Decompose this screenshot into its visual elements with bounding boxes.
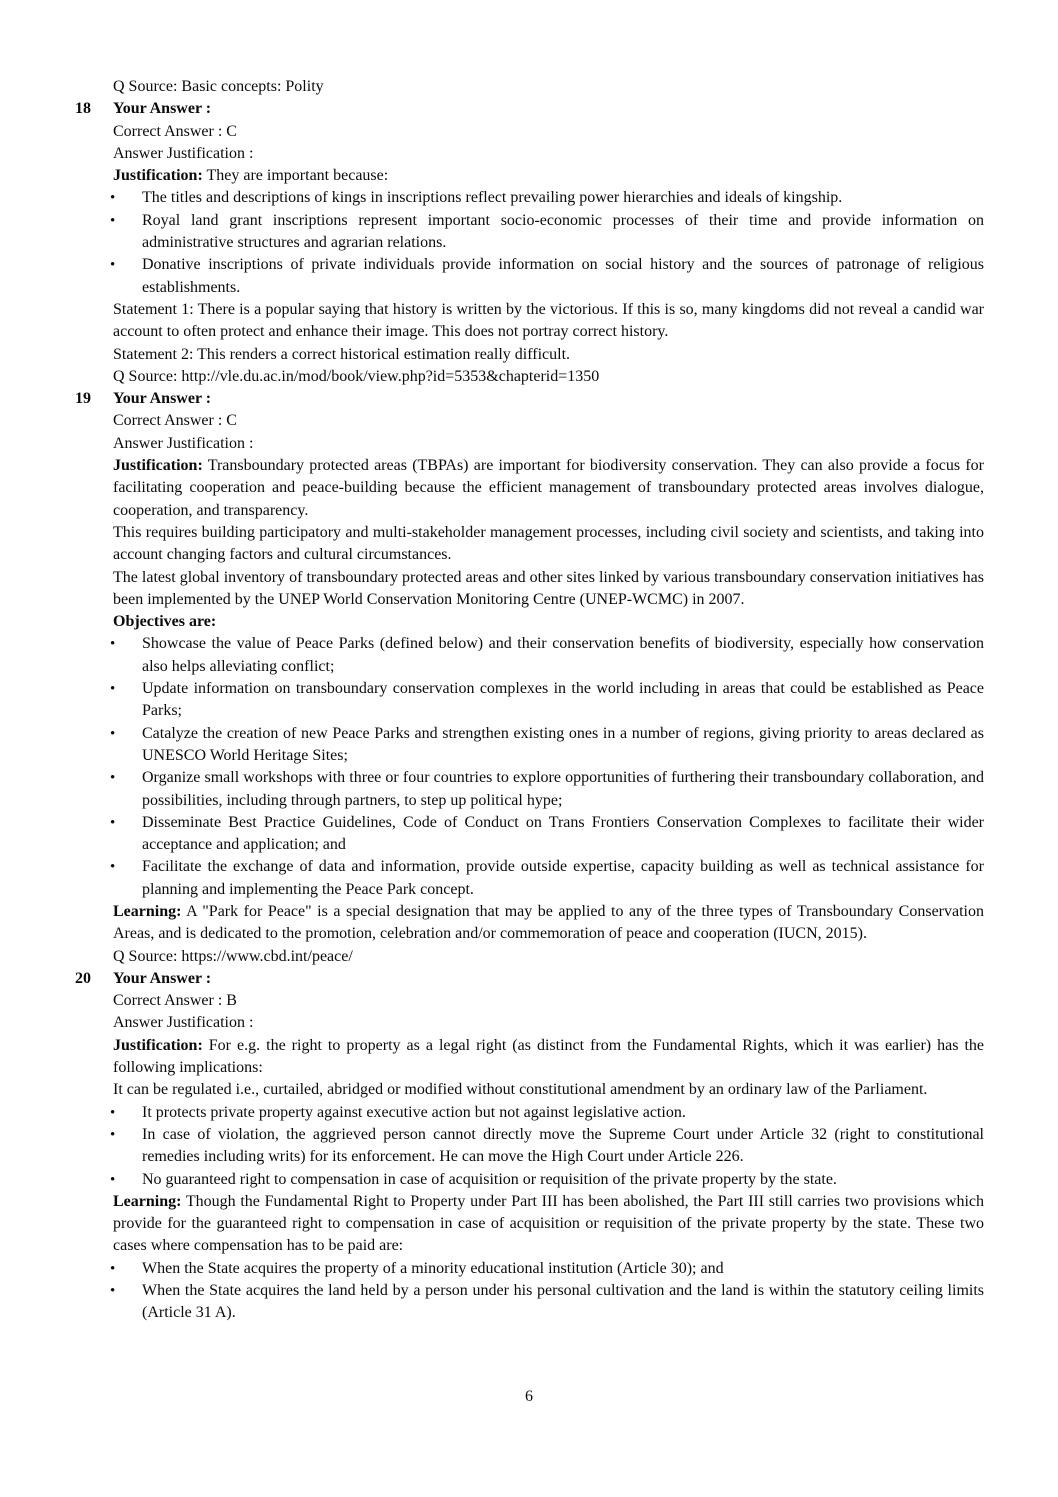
bullet-icon: •	[110, 257, 116, 274]
paragraph-text: Statement 2: This renders a correct historical estimation really difficult.	[113, 345, 571, 363]
paragraph-text: It can be regulated i.e., curtailed, abridged or modified without constitutional amendment by an ordinary law of the Parliament.	[113, 1081, 928, 1099]
bold-lead: Your Answer :	[113, 100, 212, 118]
bullet-icon: •	[110, 770, 116, 787]
paragraph-text: Answer Justification :	[113, 144, 254, 162]
paragraph-text: Facilitate the exchange of data and information, provide outside expertise, capacity building as well as technical assistance for planning and implementing the Peace Park concept.	[142, 858, 984, 898]
paragraph	[75, 299, 984, 344]
paragraph	[75, 76, 984, 98]
bullet-item	[75, 1280, 984, 1325]
bold-lead: Justification:	[113, 1036, 203, 1054]
bullet-item	[75, 210, 984, 255]
question-number: 19	[75, 390, 91, 408]
bullet-item	[75, 254, 984, 299]
paragraph	[75, 165, 984, 187]
paragraph	[75, 567, 984, 612]
paragraph-text: Q Source: Basic concepts: Polity	[113, 78, 324, 95]
bold-lead: Objectives are:	[113, 613, 217, 631]
paragraph	[75, 366, 984, 388]
paragraph-text	[113, 98, 984, 120]
paragraph-text: Correct Answer : C	[113, 122, 237, 140]
bullet-item	[75, 812, 984, 857]
paragraph-text: This requires building participatory and multi-stakeholder management processes, including civil society and scientists, and taking into account changing factors and cultural circumstances.	[113, 523, 984, 564]
paragraph	[75, 455, 984, 522]
paragraph	[75, 121, 984, 143]
question-number: 18	[75, 100, 91, 118]
bullet-item	[75, 1102, 984, 1124]
paragraph-text: No guaranteed right to compensation in case of acquisition or requisition of the private property by the state.	[142, 1170, 837, 1188]
bullet-item	[75, 678, 984, 723]
answer-heading-row	[75, 968, 984, 990]
bullet-item	[75, 1258, 984, 1280]
answer-heading-row	[75, 98, 984, 120]
paragraph-text: Learning: A "Park for Peace" is a special designation that may be applied to any of the three types of Transboundary Conservation Areas, and is dedicated to the promotion, celebration and/or commemoration of peace and cooperation (IUCN, 2015).	[113, 902, 984, 943]
paragraph	[75, 1191, 984, 1258]
paragraph-text: Catalyze the creation of new Peace Parks and strengthen existing ones in a number of regions, giving priority to areas declared as UNESCO World Heritage Sites;	[142, 724, 984, 764]
bold-lead: Your Answer :	[113, 969, 212, 987]
paragraph-text: The latest global inventory of transboundary protected areas and other sites linked by various transboundary conservation initiatives has been implemented by the UNEP World Conservation Monitoring Centre (UNEP-WCMC) in 2007.	[113, 568, 984, 608]
paragraph-text: Justification: They are important because:	[113, 167, 389, 185]
paragraph-text: Justification: Transboundary protected areas (TBPAs) are important for biodiversity conservation. They can also provide a focus for facilitating cooperation and peace-building because the efficient management of transboundary protected areas involves dialogue, cooperation, and transparency.	[113, 457, 984, 519]
paragraph-text: Answer Justification :	[113, 1014, 254, 1032]
paragraph-text: In case of violation, the aggrieved person cannot directly move the Supreme Court under Article 32 (right to constitutional remedies including writs) for its enforcement. He can move the High Court under Article 226.	[142, 1125, 984, 1166]
paragraph-text	[113, 388, 984, 410]
paragraph-text: Q Source: http://vle.du.ac.in/mod/book/view.php?id=5353&chapterid=1350	[113, 367, 600, 385]
bullet-icon: •	[110, 190, 116, 207]
paragraph	[75, 990, 984, 1012]
bullet-icon: •	[110, 636, 116, 653]
paragraph	[75, 522, 984, 567]
bullet-item	[75, 1169, 984, 1191]
paragraph	[75, 344, 984, 366]
paragraph	[75, 1079, 984, 1101]
bullet-item	[75, 767, 984, 812]
paragraph	[75, 946, 984, 968]
paragraph-text: Answer Justification :	[113, 434, 254, 452]
bullet-icon: •	[110, 1104, 116, 1121]
bullet-item	[75, 856, 984, 901]
paragraph	[75, 1035, 984, 1080]
bullet-icon: •	[110, 1260, 116, 1277]
bold-lead: Justification:	[113, 457, 203, 475]
document-body	[75, 76, 984, 1325]
paragraph-text: Q Source: https://www.cbd.int/peace/	[113, 947, 353, 965]
bullet-icon: •	[110, 725, 116, 742]
paragraph-text: Correct Answer : B	[113, 992, 237, 1010]
paragraph	[75, 433, 984, 455]
paragraph	[75, 410, 984, 432]
bullet-item	[75, 633, 984, 678]
bold-lead: Learning:	[113, 1192, 182, 1210]
bullet-icon: •	[110, 1171, 116, 1188]
bullet-item	[75, 187, 984, 209]
bold-lead: Justification:	[113, 167, 203, 185]
paragraph-text	[113, 611, 984, 633]
page-number: 6	[525, 1388, 533, 1405]
paragraph-text: Donative inscriptions of private individuals provide information on social history and the sources of patronage of religious establishments.	[142, 256, 984, 296]
paragraph-text	[113, 968, 984, 990]
bullet-item	[75, 723, 984, 768]
paragraph-text: When the State acquires the property of a minority educational institution (Article 30); and	[142, 1259, 724, 1277]
paragraph-text: Royal land grant inscriptions represent important socio-economic processes of their time and provide information on administrative structures and agrarian relations.	[142, 211, 984, 252]
bullet-item	[75, 1124, 984, 1169]
bullet-icon: •	[110, 212, 116, 229]
paragraph-text: Disseminate Best Practice Guidelines, Code of Conduct on Trans Frontiers Conservation Complexes to facilitate their wider acceptance and application; and	[142, 813, 984, 854]
paragraph	[75, 1012, 984, 1034]
bullet-icon: •	[110, 1283, 116, 1300]
paragraph	[75, 901, 984, 946]
paragraph-text: Statement 1: There is a popular saying that history is written by the victorious. If this is so, many kingdoms did not reveal a candid war account to often protect and enhance their image. This does not portray correct history.	[113, 300, 984, 341]
paragraph-text: Organize small workshops with three or four countries to explore opportunities of furthering their transboundary collaboration, and possibilities, including through partners, to step up political hype;	[142, 769, 984, 809]
answer-heading-row	[75, 388, 984, 410]
paragraph-text: Update information on transboundary conservation complexes in the world including in areas that could be established as Peace Parks;	[142, 680, 984, 720]
bullet-icon: •	[110, 1126, 116, 1143]
paragraph-text: Showcase the value of Peace Parks (defined below) and their conservation benefits of biodiversity, especially how conservation also helps alleviating conflict;	[142, 635, 984, 675]
paragraph-text: Correct Answer : C	[113, 412, 237, 430]
paragraph	[75, 143, 984, 165]
question-number: 20	[75, 969, 91, 987]
bullet-icon: •	[110, 859, 116, 876]
bold-lead: Learning:	[113, 902, 182, 920]
bold-lead: Your Answer :	[113, 390, 212, 408]
bullet-icon: •	[110, 681, 116, 698]
paragraph-text: The titles and descriptions of kings in inscriptions reflect prevailing power hierarchies and ideals of kingship.	[142, 189, 843, 207]
paragraph-text: Justification: For e.g. the right to property as a legal right (as distinct from the Fundamental Rights, which it was earlier) has the following implications:	[113, 1036, 984, 1077]
paragraph-text: Learning: Though the Fundamental Right to Property under Part III has been abolished, the Part III still carries two provisions which provide for the guaranteed right to compensation in case of acquisition or requisition of the private property by the state. These two cases where compensation has to be paid are:	[113, 1192, 984, 1255]
paragraph-text: It protects private property against executive action but not against legislative action.	[142, 1103, 686, 1121]
paragraph	[75, 611, 984, 633]
paragraph-text: When the State acquires the land held by a person under his personal cultivation and the land is within the statutory ceiling limits (Article 31 A).	[142, 1282, 984, 1322]
bullet-icon: •	[110, 814, 116, 831]
